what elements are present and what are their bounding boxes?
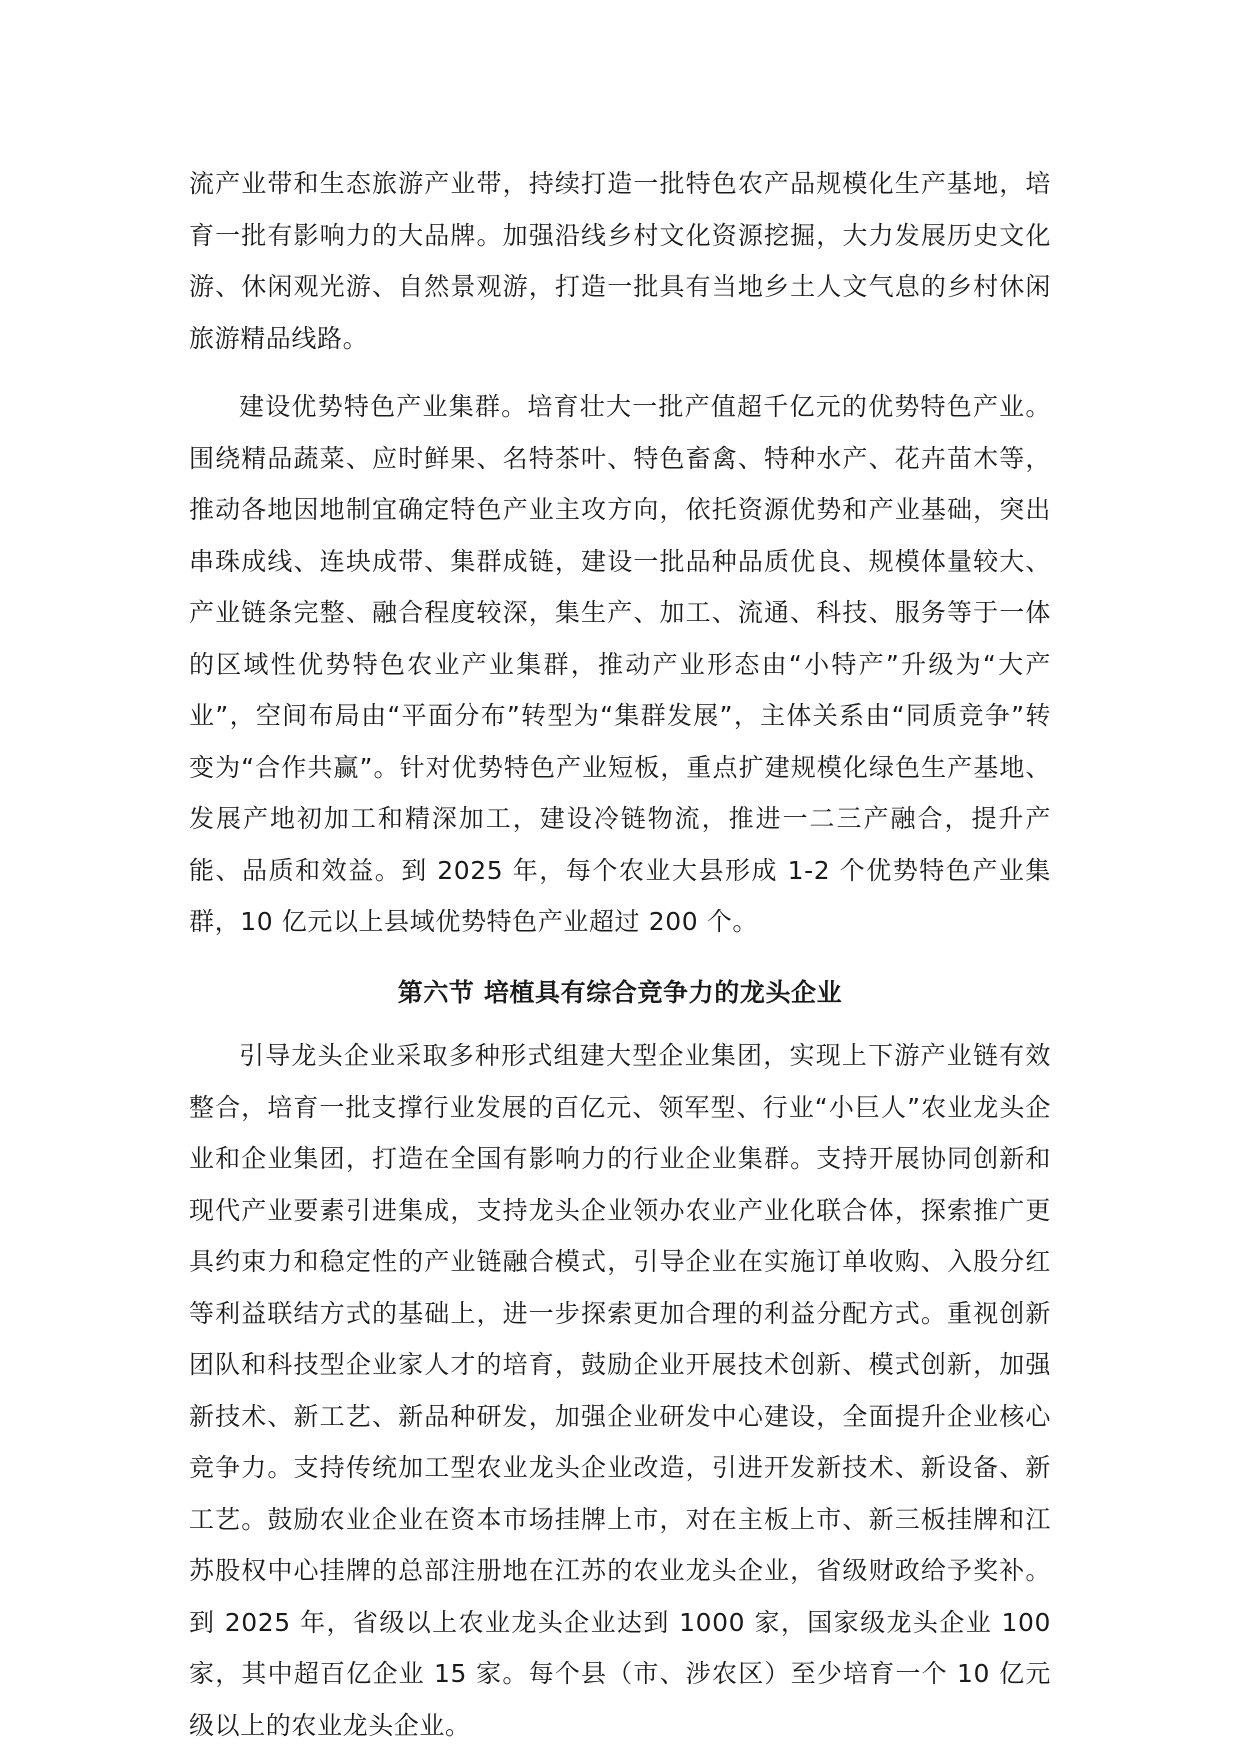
paragraph-leading-enterprises: 引导龙头企业采取多种形式组建大型企业集团，实现上下游产业链有效整合，培育一批支撑行业发展的百亿元、领军型、行业“小巨人”农业龙头企业和企业集团，打造在全国有影响力的行业企业集群。支持开展协同创新和现代产业要素引进集成，支持龙头企业领办农业产业化联合体，探索推广更具约束力和稳定性的产业链融合模式，引导企业在实施订单收购、入股分红等利益联结方式的基础上，进一步探索更加合理的利益分配方式。重视创新团队和科技型企业家人才的培育，鼓励企业开展技术创新、模式创新，加强新技术、新工艺、新品种研发，加强企业研发中心建设，全面提升企业核心竞争力。支持传统加工型农业龙头企业改造，引进开发新技术、新设备、新工艺。鼓励农业企业在资本市场挂牌上市，对在主板上市、新三板挂牌和江苏股权中心挂牌的总部注册地在江苏的农业龙头企业，省级财政给予奖补。到 2025 年，省级以上农业龙头企业达到 1000 家，国家级龙头企业 100 家，其中超百亿企业 15 家。每个县（市、涉农区）至少培育一个 10 亿元级以上的农业龙头企业。 xyxy=(189,1041,1051,1740)
paragraph-industrial-clusters: 建设优势特色产业集群。培育壮大一批产值超千亿元的优势特色产业。围绕精品蔬菜、应时鲜果、名特茶叶、特色畜禽、特种水产、花卉苗木等，推动各地因地制宜确定特色产业主攻方向，依托资源优势和产业基础，突出串珠成线、连块成带、集群成链，建设一批品种品质优良、规模体量较大、产业链条完整、融合程度较深，集生产、加工、流通、科技、服务等于一体的区域性优势特色农业产业集群，推动产业形态由“小特产”升级为“大产业”，空间布局由“平面分布”转型为“集群发展”，主体关系由“同质竞争”转变为“合作共赢”。针对优势特色产业短板，重点扩建规模化绿色生产基地、发展产地初加工和精深加工，建设冷链物流，推进一二三产融合，提升产能、品质和效益。到 2025 年，每个农业大县形成 1-2 个优势特色产业集群，10 亿元以上县域优势特色产业超过 200 个。 xyxy=(189,392,1051,936)
document-page xyxy=(189,158,1051,1751)
paragraph-gap xyxy=(189,948,1051,965)
section-heading: 第六节 培植具有综合竞争力的龙头企业 xyxy=(397,977,843,1007)
continued-paragraph: 流产业带和生态旅游产业带，持续打造一批特色农产品规模化生产基地，培育一批有影响力的大品牌。加强沿线乡村文化资源挖掘，大力发展历史文化游、休闲观光游、自然景观游，打造一批具有当地乡土人文气息的乡村休闲旅游精品线路。 xyxy=(189,169,1051,353)
paragraph-gap xyxy=(189,364,1051,381)
